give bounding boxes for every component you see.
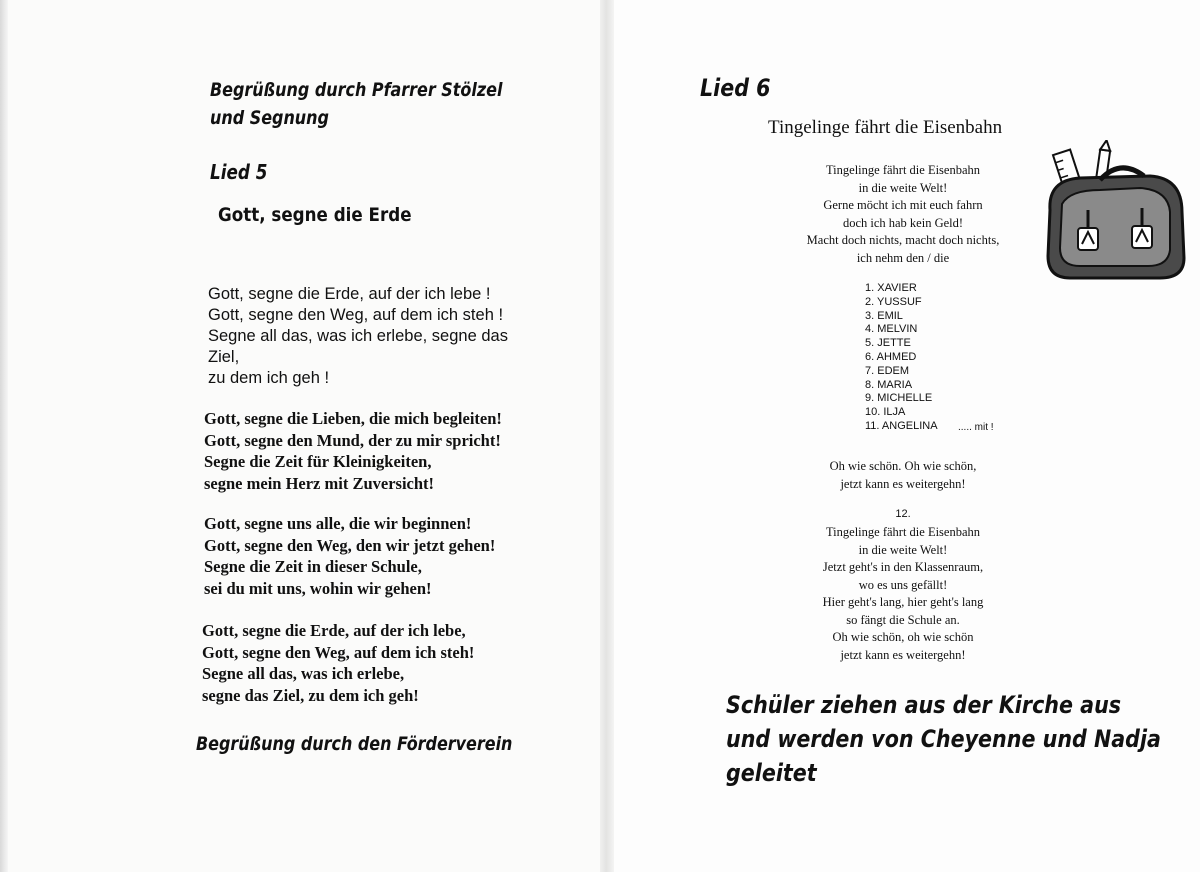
verse-line: Gott, segne die Erde, auf der ich lebe ! xyxy=(208,285,491,303)
chorus-line: in die weite Welt! xyxy=(858,180,948,195)
chorus-line: Oh wie schön, oh wie schön xyxy=(832,630,974,644)
list-item: 6. AHMED xyxy=(865,350,917,363)
exit-line: Schüler ziehen aus der Kirche aus xyxy=(726,691,1122,719)
verse-4 xyxy=(202,620,474,706)
foerderverein-heading: Begrüßung durch den Förderverein xyxy=(196,733,513,755)
verse-line: Gott, segne den Weg, den wir jetzt gehen! xyxy=(204,535,496,555)
verse-line: Ziel, xyxy=(208,348,240,366)
chorus-line: so fängt die Schule an. xyxy=(846,612,960,627)
schoolbag-with-ruler-icon xyxy=(1040,140,1190,285)
verse-2 xyxy=(204,408,502,494)
greeting-line: Begrüßung durch Pfarrer Stölzel xyxy=(210,79,503,101)
page-fold xyxy=(600,0,614,872)
chorus-2 xyxy=(693,524,1113,664)
verse-line: Gott, segne den Mund, der zu mir spricht! xyxy=(204,430,501,450)
chorus-line: doch ich hab kein Geld! xyxy=(842,215,964,230)
greeting-line: und Segnung xyxy=(210,107,329,129)
outro-line: jetzt kann es weitergehn! xyxy=(840,476,966,491)
list-item: 2. YUSSUF xyxy=(865,295,922,308)
chorus-line: ich nehm den / die xyxy=(856,250,950,265)
verse-3 xyxy=(204,513,495,599)
list-item: 10. ILJA xyxy=(865,406,906,419)
chorus-line: Tingelinge fährt die Eisenbahn xyxy=(825,525,981,539)
exit-line: geleitet xyxy=(726,759,817,787)
verse-1 xyxy=(208,284,508,389)
exit-line: und werden von Cheyenne und Nadja xyxy=(726,725,1161,753)
chorus-line: Tingelinge fährt die Eisenbahn xyxy=(825,163,981,177)
verse-line: Segne die Zeit für Kleinigkeiten, xyxy=(204,452,432,471)
list-item: 5. JETTE xyxy=(865,337,911,350)
song-title-5: Gott, segne die Erde xyxy=(218,204,412,226)
verse-line: Gott, segne den Weg, auf dem ich steh! xyxy=(202,642,475,662)
list-item: 7. EDEM xyxy=(865,364,910,377)
verse-line: sei du mit uns, wohin wir gehen! xyxy=(204,578,432,598)
verse-line: segne mein Herz mit Zuversicht! xyxy=(204,473,435,493)
verse-line: Gott, segne den Weg, auf dem ich steh ! xyxy=(208,306,504,324)
chorus-line: Jetzt geht's in den Klassenraum, xyxy=(822,560,984,574)
chorus-line: in die weite Welt! xyxy=(858,542,948,557)
exit-heading xyxy=(726,688,1161,790)
verse-line: zu dem ich geh ! xyxy=(208,369,330,387)
song-title-6: Tingelinge fährt die Eisenbahn xyxy=(768,117,1003,138)
chorus-line: wo es uns gefällt! xyxy=(858,577,948,592)
verse-line: Segne all das, was ich erlebe, xyxy=(202,664,405,683)
list-item: 9. MICHELLE xyxy=(865,392,933,405)
verse-line: Gott, segne die Lieben, die mich begleiten! xyxy=(204,409,502,428)
chorus-line: Hier geht's lang, hier geht's lang xyxy=(822,595,984,609)
verse-line: Segne die Zeit in dieser Schule, xyxy=(204,557,422,576)
list-item: 3. EMIL xyxy=(865,309,903,322)
verse-number-12: 12. xyxy=(895,508,911,520)
list-item: 11. ANGELINA xyxy=(865,419,938,432)
verse-line: Segne all das, was ich erlebe, segne das xyxy=(208,327,508,345)
student-name-list xyxy=(865,282,938,434)
verse-line: Gott, segne uns alle, die wir beginnen! xyxy=(204,514,472,533)
verse-line: segne das Ziel, zu dem ich geh! xyxy=(202,685,419,705)
verse-line: Gott, segne die Erde, auf der ich lebe, xyxy=(202,621,466,640)
mit-text: ..... mit ! xyxy=(958,422,994,433)
list-item: 8. MARIA xyxy=(865,378,913,391)
list-item: 1. XAVIER xyxy=(865,282,917,294)
greeting-heading xyxy=(210,76,502,132)
chorus-line: jetzt kann es weitergehn! xyxy=(840,647,966,662)
list-item: 4. MELVIN xyxy=(865,323,918,336)
outro-line: Oh wie schön. Oh wie schön, xyxy=(829,459,977,473)
song-number-5: Lied 5 xyxy=(210,160,268,184)
chorus-line: Gerne möcht ich mit euch fahrn xyxy=(823,198,983,212)
chorus-line: Macht doch nichts, macht doch nichts, xyxy=(806,233,1000,247)
outro-1 xyxy=(693,458,1113,493)
song-number-6: Lied 6 xyxy=(700,74,771,102)
